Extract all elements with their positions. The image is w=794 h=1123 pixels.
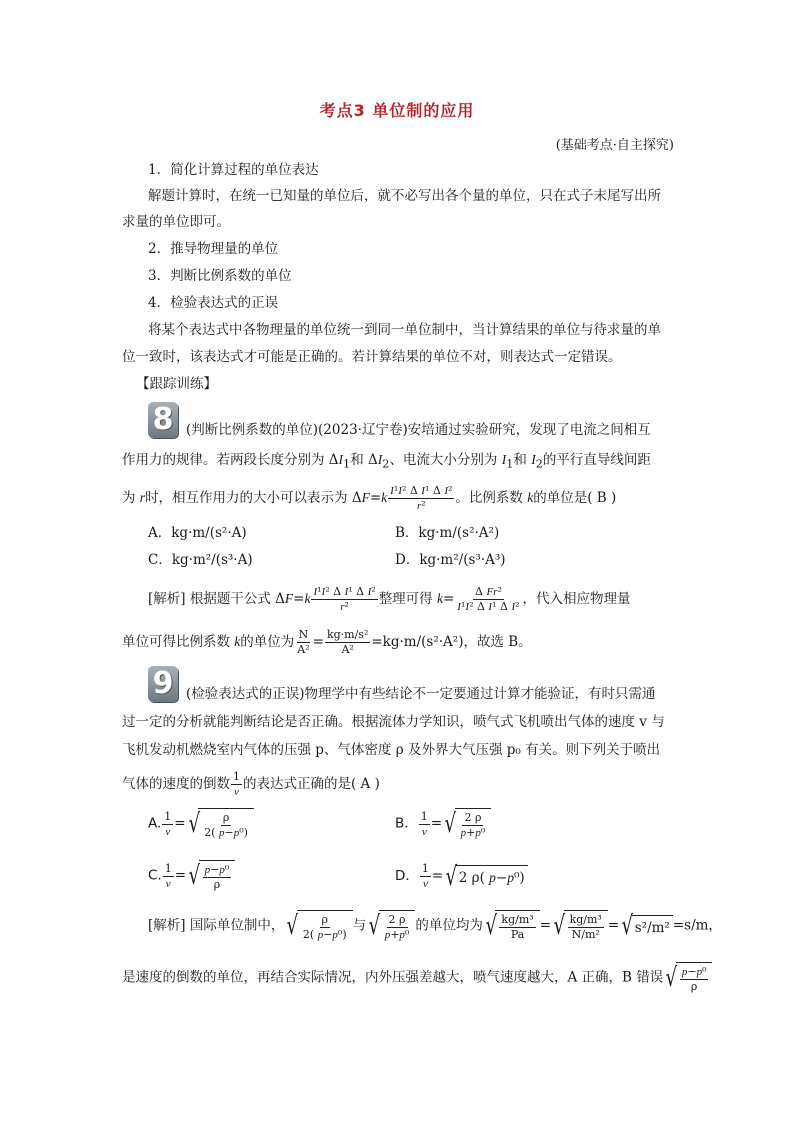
- q9-option-b: B． $\frac{1}{v}$ = √ $\frac{2 \rho}{\text{p+p⁰}}$: [395, 808, 491, 840]
- q8-line-3: 为 r时，相互作用力的大小可以表示为 ΔF=k $\frac{\text{I¹I² Δ I¹ Δ I²}}{\text{r²}}$ 。比例系数 k的单位是( B ): [122, 484, 617, 512]
- practice-heading: 【跟踪训练】: [136, 376, 217, 392]
- q9-analysis-1: [解析] 国际单位制中， √ $\frac{\rho}{\text{2( p−p⁰)}}$ 与 √ $\frac{2 \rho}{\text{p+p⁰}}$ 的单位均为 √ $\frac{\text{kg/m³}}{Pa}$ = √ $\frac{\text{kg/m³}}{\text{N/m²}}$ = √ s²/m² =s/m，: [148, 911, 722, 941]
- q9-line-4: 气体的速度的倒数 $\frac{1}{v}$ 的表达式正确的是( A ): [122, 770, 380, 798]
- item-2: 2．推导物理量的单位: [148, 241, 279, 257]
- q8-option-a: A．kg·m/(s²·A): [148, 525, 247, 541]
- q8-analysis-2: 单位可得比例系数 k的单位为 $\frac{N}{\text{A²}}$ = $\frac{\text{kg·m/s²}}{\text{A²}}$ =kg·m/(s²·A²)，故选 B。: [122, 628, 532, 656]
- item-4: 4．检验表达式的正误: [148, 295, 279, 311]
- q8-option-c: C．kg·m²/(s³·A): [148, 552, 253, 568]
- section-tag: (基础考点·自主探究): [555, 138, 674, 153]
- page-title: 考点3 单位制的应用: [319, 101, 475, 120]
- q9-line-2: 过一定的分析就能判断结论是否正确。根据流体力学知识，喷气式飞机喷出气体的速度 v 与: [122, 714, 665, 730]
- q8-line-1: (判断比例系数的单位)(2023·辽宁卷)安培通过实验研究，发现了电流之间相互: [186, 422, 651, 438]
- q9-option-d: D． $\frac{1}{v}$ = √ 2 ρ( p−p⁰): [395, 862, 528, 891]
- question-9-badge: 9: [148, 666, 178, 702]
- paragraph-1a: 解题计算时，在统一已知量的单位后，就不必写出各个量的单位，只在式子末尾写出所: [148, 188, 661, 204]
- paragraph-1b: 求量的单位即可。: [122, 214, 230, 230]
- force-fraction: $\frac{\text{I¹I² Δ I¹ Δ I²}}{\text{r²}}$: [390, 484, 453, 512]
- item-3: 3．判断比例系数的单位: [148, 268, 292, 284]
- paragraph-4a: 将某个表达式中各物理量的单位统一到同一单位制中，当计算结果的单位与待求量的单: [148, 322, 661, 338]
- question-8-badge: 8: [148, 402, 178, 438]
- item-1: 1．简化计算过程的单位表达: [148, 162, 319, 178]
- q8-option-d: D．kg·m²/(s³·A³): [395, 552, 506, 568]
- q9-option-a: A. $\frac{1}{v}$ = √ $\frac{\rho}{\text{2( p−p⁰)}}$: [148, 808, 254, 840]
- q8-option-b: B．kg·m/(s²·A²): [395, 525, 500, 541]
- q8-analysis-1: [解析] 根据题干公式 ΔF=k $\frac{\text{I¹I² Δ I¹ Δ I²}}{\text{r²}}$ 整理可得 k= $\frac{\text{Δ Fr²}}{\text{I¹I² Δ I¹ Δ I²}}$ ，代入相应物理量: [148, 585, 631, 613]
- q9-line-3: 飞机发动机燃烧室内气体的压强 p、气体密度 ρ 及外界大气压强 p₀ 有关。则下列关于喷出: [122, 742, 661, 758]
- paragraph-4b: 位一致时，该表达式才可能是正确的。若计算结果的单位不对，则表达式一定错误。: [122, 349, 622, 365]
- q8-line-2: 作用力的规律。若两段长度分别为 $\Delta I_1$和 $\Delta I_2$、电流大小分别为 $I_1$和 $I_2$的平行直导线间距: [122, 452, 651, 471]
- q9-analysis-2: 是速度的倒数的单位，再结合实际情况，内外压强差越大，喷气速度越大，A 正确，B 错误 √ $\frac{\text{p−p⁰}}{\rho}$: [122, 962, 712, 994]
- q9-line-1: (检验表达式的正误)物理学中有些结论不一定要通过计算才能验证，有时只需通: [186, 686, 656, 702]
- q9-option-c: C. $\frac{1}{v}$ = √ $\frac{\text{p−p⁰}}{\rho}$: [148, 860, 235, 892]
